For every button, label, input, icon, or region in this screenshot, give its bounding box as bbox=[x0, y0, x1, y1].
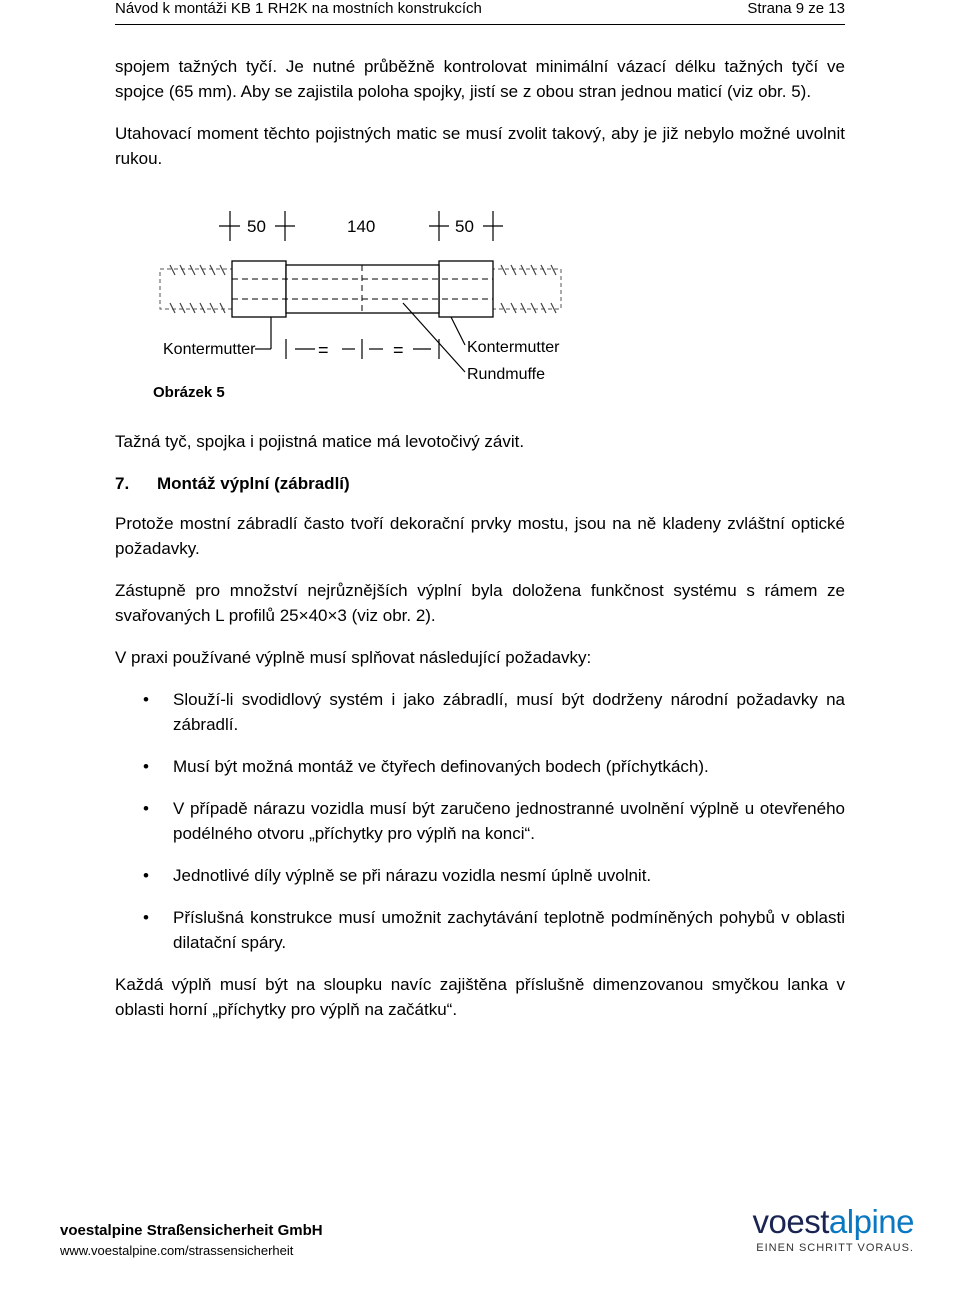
list-item bbox=[115, 796, 845, 846]
list-item bbox=[115, 863, 845, 888]
section-heading bbox=[115, 471, 845, 496]
dim-left-label: 50 bbox=[247, 217, 266, 236]
sleeve-label: Rundmuffe bbox=[467, 366, 545, 383]
list-item bbox=[115, 687, 845, 737]
paragraph: Zástupně pro množství nejrůznějších výplní byla doložena funkčnost systému s rámem ze svařovaných L profilů 25×40×3 (viz obr. 2). bbox=[115, 581, 845, 625]
section-title: Montáž výplní (zábradlí) bbox=[157, 474, 350, 493]
logo-slogan: EINEN SCHRITT VORAUS. bbox=[756, 1242, 914, 1254]
section-number: 7. bbox=[115, 474, 130, 493]
bullet-icon: • bbox=[143, 757, 149, 776]
equal-right: = bbox=[393, 340, 404, 360]
bullet-icon: • bbox=[143, 866, 149, 885]
list-item-text: V případě nárazu vozidla musí být zaručeno jednostranné uvolnění výplně u otevřeného podélného otvoru „příchytky pro výplň na konci“. bbox=[173, 799, 845, 843]
list-item-text: Musí být možná montáž ve čtyřech definovaných bodech (příchytkách). bbox=[173, 757, 709, 776]
dim-right-label: 50 bbox=[455, 217, 474, 236]
list-item-text: Slouží-li svodidlový systém i jako zábradlí, musí být dodrženy národní požadavky na zábradlí. bbox=[173, 690, 845, 734]
bullet-icon: • bbox=[143, 908, 149, 927]
list-item bbox=[115, 905, 845, 955]
paragraph: V praxi používané výplně musí splňovat následující požadavky: bbox=[115, 648, 592, 667]
requirements-list bbox=[115, 687, 845, 955]
dim-center-label: 140 bbox=[347, 217, 376, 236]
page-footer bbox=[60, 1203, 920, 1268]
paragraph: spojem tažných tyčí. Je nutné průběžně kontrolovat minimální vázací délku tažných tyčí ve spojce (65 mm). Aby se zajistila poloha spojky, jistí se z obou stran jednou maticí (viz obr. 5). bbox=[115, 57, 845, 101]
bullet-icon: • bbox=[143, 690, 149, 709]
equal-left: = bbox=[318, 340, 329, 360]
paragraph: Protože mostní zábradlí často tvoří dekorační prvky mostu, jsou na ně kladeny zvláštní optické požadavky. bbox=[115, 514, 845, 558]
list-item bbox=[115, 754, 845, 779]
paragraph: Utahovací moment těchto pojistných matic se musí zvolit takový, aby je již nebylo možné uvolnit rukou. bbox=[115, 124, 845, 168]
paragraph: Každá výplň musí být na sloupku navíc zajištěna příslušně dimenzovanou smyčkou lanka v oblasti horní „příchytky pro výplň na začátku“. bbox=[115, 975, 845, 1019]
figure-caption: Obrázek 5 bbox=[153, 384, 225, 401]
figure-note: Tažná tyč, spojka i pojistná matice má levotočivý závit. bbox=[115, 432, 525, 451]
company-url[interactable]: www.voestalpine.com/strassensicherheit bbox=[60, 1243, 294, 1258]
list-item-text: Jednotlivé díly výplně se při nárazu vozidla nesmí úplně uvolnit. bbox=[173, 866, 652, 885]
page-header bbox=[115, 0, 845, 25]
list-item-text: Příslušná konstrukce musí umožnit zachytávání teplotně podmíněných pohybů v oblasti dilatační spáry. bbox=[173, 908, 845, 952]
page-number: Strana 9 ze 13 bbox=[747, 0, 845, 17]
bullet-icon: • bbox=[143, 799, 149, 818]
coupling-figure bbox=[115, 199, 845, 429]
page-content bbox=[115, 54, 845, 1039]
right-nut-label: Kontermutter bbox=[467, 339, 560, 356]
voestalpine-logo bbox=[654, 1204, 914, 1256]
left-nut-label: Kontermutter bbox=[163, 341, 256, 358]
company-name: voestalpine Straßensicherheit GmbH bbox=[60, 1222, 323, 1239]
logo-wordmark: voestalpine bbox=[752, 1203, 914, 1240]
document-title: Návod k montáži KB 1 RH2K na mostních konstrukcích bbox=[115, 0, 482, 17]
